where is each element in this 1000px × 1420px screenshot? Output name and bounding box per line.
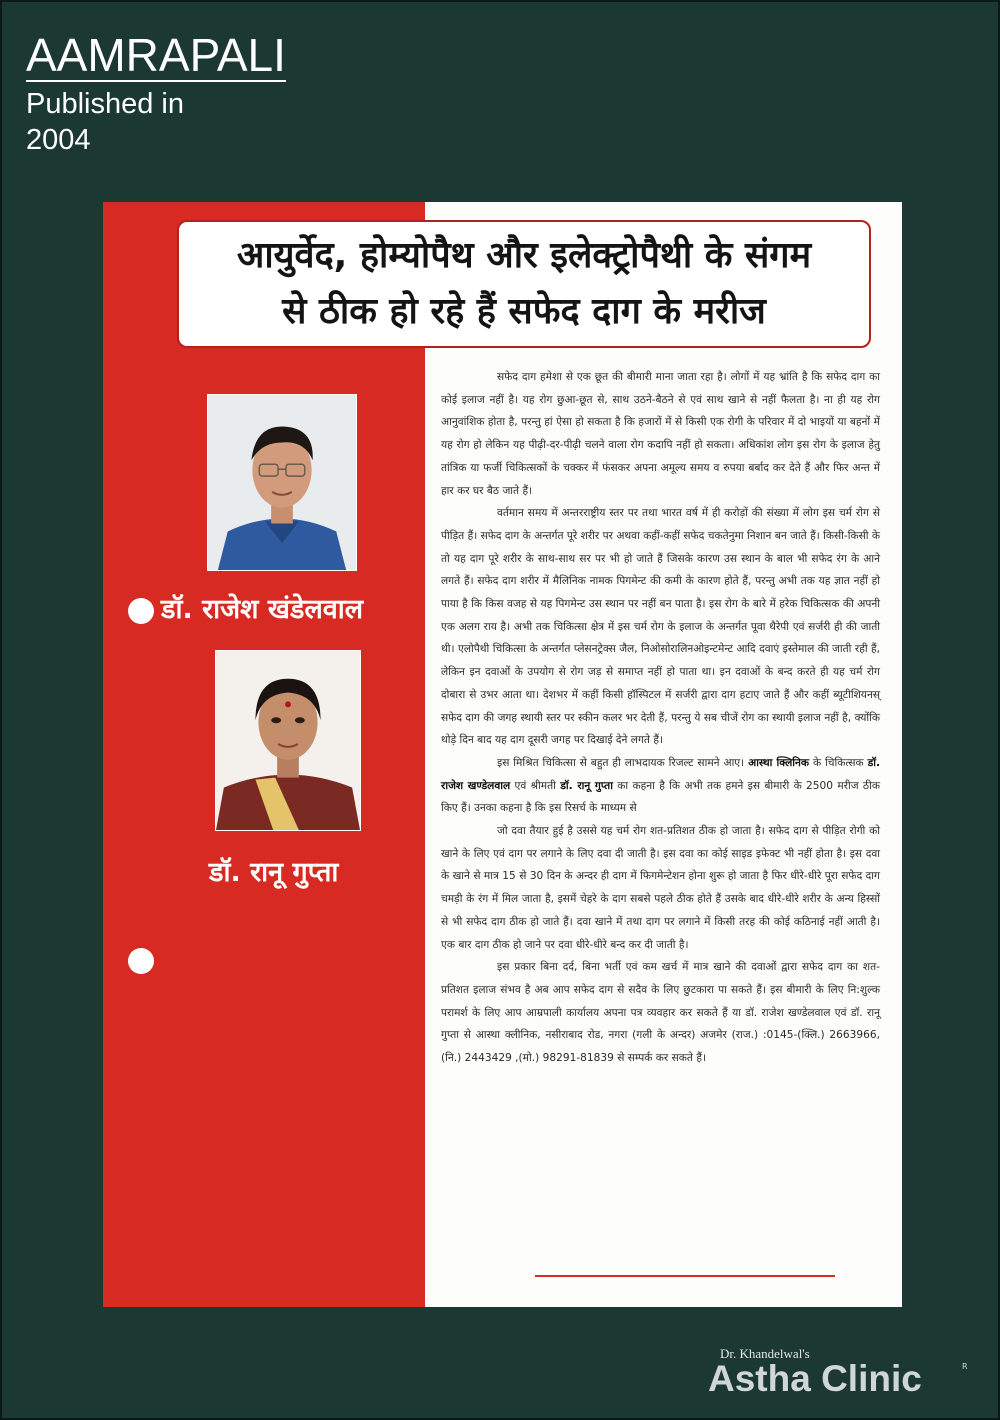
doctor-2-photo [215, 650, 361, 831]
doctor-1-name: डॉ. राजेश खंडेलवाल [161, 594, 364, 625]
article-paragraph-3 [441, 752, 880, 820]
article-paragraph-1: सफेद दाग हमेशा से एक छूत की बीमारी माना जाता रहा है। लोगों में यह भ्रांति है कि सफेद दाग का कोई इलाज नहीं है। यह रोग छुआ-छूत से, साथ उठने-बैठने से एवं साथ खाने से नहीं फैलता है। ना ही यह रोग आनुवांशिक होता है, परन्तु हां ऐसा हो सकता है कि हजारों में से किसी एक रोगी के परिवार में दो भाइयों या बहनों में यह रोग हो लेकिन यह पीढ़ी-दर-पीढ़ी चलने वाला रोग कदापि नहीं हो सकता। अधिकांश लोग इस रोग के इलाज हेतु तांत्रिक या फर्जी चिकित्सकों के चक्कर में फंसकर अपना अमूल्य समय व रुपया बर्बाद कर देते हैं और फिर अन्त में हार कर घर बैठ जाते हैं। [441, 371, 880, 497]
article-body [441, 366, 880, 1070]
article-text: इस मिश्रित चिकित्सा से बहुत ही लाभदायक रिजल्ट सामने आए। [497, 756, 745, 769]
clinic-name: आस्था क्लिनिक [748, 756, 810, 769]
doctor-2-name: डॉ. रानू गुप्ता [209, 857, 339, 888]
article-paragraph-2: वर्तमान समय में अन्तरराष्ट्रीय स्तर पर तथा भारत वर्ष में ही करोड़ों की संख्या में लोग इस चर्म रोग से पीड़ित हैं। सफेद दाग के अन्तर्गत पूरे शरीर पर अथवा कहीं-कहीं सफेद चकतेनुमा निशान बन जाते हैं। किसी-किसी के तो यह दाग पूरे शरीर के साथ-साथ सर पर भी हो जाते हैं जिसके कारण उस स्थान के बाल भी सफेद रंग के आने लगते हैं। सफेद दाग शरीर में मैलिनिक नामक पिगमेन्ट की कमी के कारण होते हैं, परन्तु अभी तक यह ज्ञात नहीं हो पाया है कि किस वजह से यह पिगमेन्ट उस स्थान पर नहीं बन पाता है। इस रोग के बारे में हरेक चिकित्सक की अपनी एक अलग राय है। अभी तक चिकित्सा क्षेत्र में इस चर्म रोग के इलाज के अन्तर्गत पूवा थैरेपी एवं सर्जरी ही की जाती थी। एलोपैथी चिकित्सा के अन्तर्गत प्लेसनट्रेक्स जैल, निओसोरालिनओइन्टमेन्ट आदि दवाएं इस्तेमाल की जाती रही हैं, लेकिन इन दवाओं के उपयोग से रोग जड़ से समाप्त नहीं हो पाता था। इन दवाओं के बन्द करते ही यह चर्म रोग दोबारा से उभर आता था। देशभर में कहीं किसी हॉस्पिटल में सर्जरी द्वारा दाग हटाए जाते हैं और कहीं ब्यूटीशियनस् सफेद दाग की जगह स्थायी स्तर पर स्कीन कलर भर देती हैं, परन्तु ये सब चीजें रोग का स्थायी इलाज नहीं है, क्योंकि थोड़े दिन बाद यह दाग दूसरी जगह पर दिखाई देने लगते हैं। [441, 507, 880, 747]
doctor-1-photo [207, 394, 357, 571]
article-paragraph-4: जो दवा तैयार हुई है उससे यह चर्म रोग शत-प्रतिशत ठीक हो जाता है। सफेद दाग से पीड़ित रोगी को खाने के लिए एवं दाग पर लगाने के लिए दवा दी जाती है। इस दवा का कोई साइड इफेक्ट भी नहीं होता है। इस दवा के खाने से मात्र 15 से 30 दिन के अन्दर ही दाग में फिगमेन्टेशन होना शुरू हो जाता है फिर धीरे-धीरे पूरा सफेद दाग चमड़ी के रंग में मिल जाता है, इसमें चेहरे के दाग सबसे पहले ठीक होते हैं उसके बाद धीरे-धीरे शरीर के अन्य हिस्सों से भी सफेद दाग ठीक हो जाते हैं। दवा खाने में तथा दाग पर लगाने में किसी तरह की कोई कठिनाई नहीं आती है। एक बार दाग ठीक हो जाने पर दवा धीरे-धीरे बन्द कर दी जाती है। [441, 825, 880, 951]
brand-tagline: Dr. Khandelwal's [720, 1346, 810, 1361]
headline-line-1: आयुर्वेद, होम्योपैथ और इलेक्ट्रोपैथी के संगम [236, 235, 812, 276]
article-paragraph-5: इस प्रकार बिना दर्द, बिना भर्ती एवं कम खर्च में मात्र खाने की दवाओं द्वारा सफेद दाग का शत-प्रतिशत इलाज संभव है अब आप सफेद दाग से सदैव के लिए छुटकारा पा सकते हैं। इस बीमारी के लिए नि:शुल्क परामर्श के लिए आप आम्रपाली कार्यालय अपना पत्र व्यवहार कर सकते हैं या डॉ. राजेश खण्डेलवाल एवं डॉ. रानू गुप्ता से आस्था क्लीनिक, नसीराबाद रोड, नगरा (गली के अन्दर) अजमेर (राज.) :0145-(क्लि.) 2663966, (नि.) 2443429 ,(मो.) 98291-81839 से सम्पर्क कर सकते हैं। [441, 961, 880, 1065]
article-text: एवं श्रीमती [514, 779, 556, 792]
published-year: 2004 [26, 124, 91, 156]
published-in-label: Published in [26, 88, 184, 120]
article-text: का कहना है कि अभी तक हमने इस बीमारी के 2500 मरीज ठीक किए हैं। उनका कहना है कि इस रिसर्च के माध्यम से [441, 779, 880, 815]
doctor-2-mention: डॉ. रानू गुप्ता [560, 779, 613, 792]
punch-hole-upper [128, 598, 154, 624]
headline-box [177, 220, 871, 348]
contact-underline [535, 1275, 835, 1277]
doctor-1-mention: डॉ. राजेश खण्डेलवाल [441, 756, 881, 792]
publication-name: AAMRAPALI [26, 29, 286, 81]
article-text: के चिकित्सक [812, 756, 864, 769]
woman-portrait-icon [216, 651, 360, 830]
newspaper-clipping [103, 202, 902, 1307]
punch-hole-lower [128, 948, 154, 974]
man-portrait-icon [208, 395, 356, 570]
brand-logo-text: Astha Clinic [708, 1358, 922, 1399]
headline-line-2: से ठीक हो रहे हैं सफेद दाग के मरीज [282, 291, 766, 332]
registered-mark: R [962, 1362, 968, 1371]
